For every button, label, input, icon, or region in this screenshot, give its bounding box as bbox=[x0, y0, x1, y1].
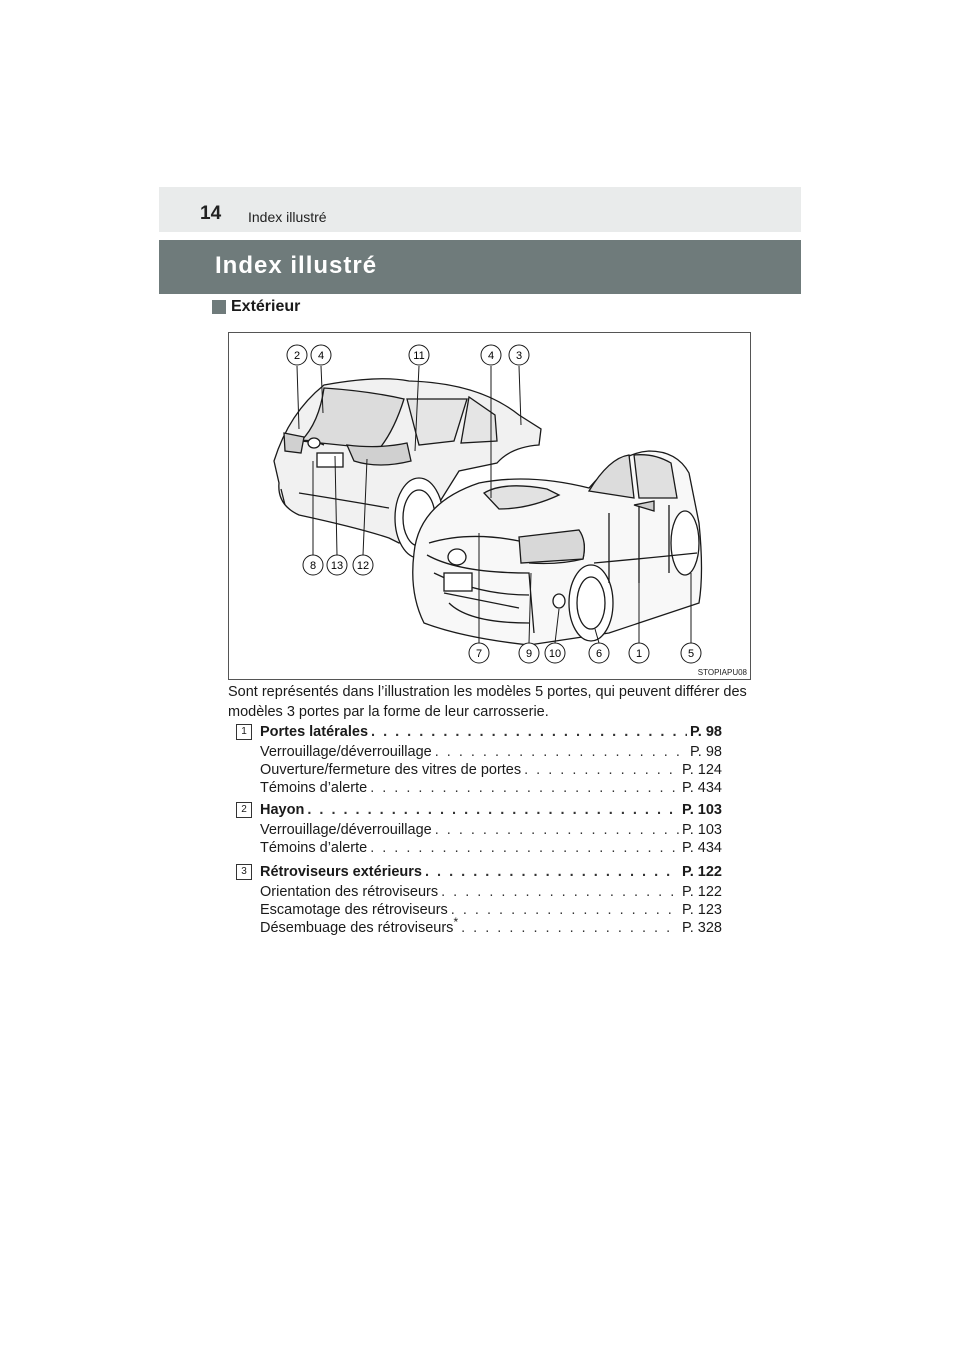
svg-text:5: 5 bbox=[687, 648, 695, 660]
page-reference: P. 103 bbox=[681, 802, 722, 818]
svg-text:13: 13 bbox=[330, 560, 344, 572]
chapter-title: Index illustré bbox=[215, 252, 378, 279]
callout-13 bbox=[327, 555, 347, 575]
callout-8 bbox=[303, 555, 323, 575]
page-reference: P. 122 bbox=[681, 864, 722, 880]
page-number: 14 bbox=[200, 203, 222, 224]
svg-text:10: 10 bbox=[548, 648, 562, 660]
section-marker-icon bbox=[212, 300, 226, 314]
page-reference: P. 122 bbox=[681, 884, 722, 900]
callout-4b bbox=[481, 345, 501, 365]
callout-12 bbox=[353, 555, 373, 575]
page-reference: P. 434 bbox=[681, 840, 722, 856]
entry-row bbox=[260, 915, 722, 936]
entry-row bbox=[260, 902, 722, 918]
svg-text:7: 7 bbox=[475, 648, 483, 660]
entry-row bbox=[260, 802, 722, 818]
entry-label: Ouverture/fermeture des vitres de portes bbox=[260, 762, 522, 778]
entry-label: Hayon bbox=[260, 802, 305, 818]
callout-2 bbox=[287, 345, 307, 365]
svg-text:11: 11 bbox=[413, 350, 425, 362]
page-reference: P. 103 bbox=[681, 822, 722, 838]
entry-label: Témoins d’alerte bbox=[260, 840, 368, 856]
entry-row bbox=[260, 724, 722, 740]
entry-label: Rétroviseurs extérieurs bbox=[260, 864, 422, 880]
intro-paragraph: Sont représentés dans l’illustration les modèles 5 portes, qui peuvent différer des modèles 3 portes par la forme de leur carrosserie. bbox=[228, 684, 747, 720]
entry-row bbox=[260, 762, 722, 778]
callout-10 bbox=[545, 643, 565, 663]
entry-label: Orientation des rétroviseurs bbox=[260, 884, 439, 900]
callout-5 bbox=[681, 643, 701, 663]
callout-7 bbox=[469, 643, 489, 663]
car-drawing bbox=[229, 333, 750, 679]
entry-label: Verrouillage/déverrouillage bbox=[260, 744, 432, 760]
page-reference: P. 328 bbox=[681, 920, 722, 936]
entry-label: Désembuage des rétroviseurs* bbox=[260, 915, 459, 936]
footnote-asterisk: * bbox=[453, 915, 459, 930]
entry-number-badge: 2 bbox=[236, 802, 252, 818]
entry-row bbox=[260, 744, 722, 760]
entry-row bbox=[260, 864, 722, 880]
svg-text:8: 8 bbox=[309, 560, 317, 572]
entry-row bbox=[260, 840, 722, 856]
svg-text:6: 6 bbox=[595, 648, 603, 660]
callout-9 bbox=[519, 643, 539, 663]
svg-text:2: 2 bbox=[293, 350, 301, 362]
callout-3 bbox=[509, 345, 529, 365]
running-header-title: Index illustré bbox=[248, 209, 327, 225]
car-illustration bbox=[228, 332, 751, 680]
entry-row bbox=[260, 780, 722, 796]
callout-1 bbox=[629, 643, 649, 663]
entry-label: Portes latérales bbox=[260, 724, 369, 740]
entry-number-badge: 1 bbox=[236, 724, 252, 740]
page-reference: P. 124 bbox=[681, 762, 722, 778]
entry-label: Escamotage des rétroviseurs bbox=[260, 902, 448, 918]
entry-label: Témoins d’alerte bbox=[260, 780, 368, 796]
svg-text:1: 1 bbox=[635, 648, 643, 660]
svg-text:4: 4 bbox=[317, 350, 325, 362]
svg-text:4: 4 bbox=[487, 350, 495, 362]
entry-row bbox=[260, 884, 722, 900]
callout-6 bbox=[589, 643, 609, 663]
svg-text:12: 12 bbox=[356, 560, 370, 572]
svg-text:3: 3 bbox=[515, 350, 523, 362]
figure-code: STOPIAPU08 bbox=[697, 668, 747, 677]
callout-11 bbox=[409, 345, 429, 365]
page-reference: P. 123 bbox=[681, 902, 722, 918]
entry-number-badge: 3 bbox=[236, 864, 252, 880]
section-title: Extérieur bbox=[231, 298, 301, 315]
page-reference: P. 98 bbox=[690, 744, 722, 760]
entry-label: Verrouillage/déverrouillage bbox=[260, 822, 432, 838]
chapter-title-band bbox=[159, 240, 801, 294]
page-reference: P. 98 bbox=[690, 724, 722, 740]
entry-row bbox=[260, 822, 722, 838]
page-reference: P. 434 bbox=[681, 780, 722, 796]
callout-4a bbox=[311, 345, 331, 365]
svg-text:9: 9 bbox=[525, 648, 533, 660]
